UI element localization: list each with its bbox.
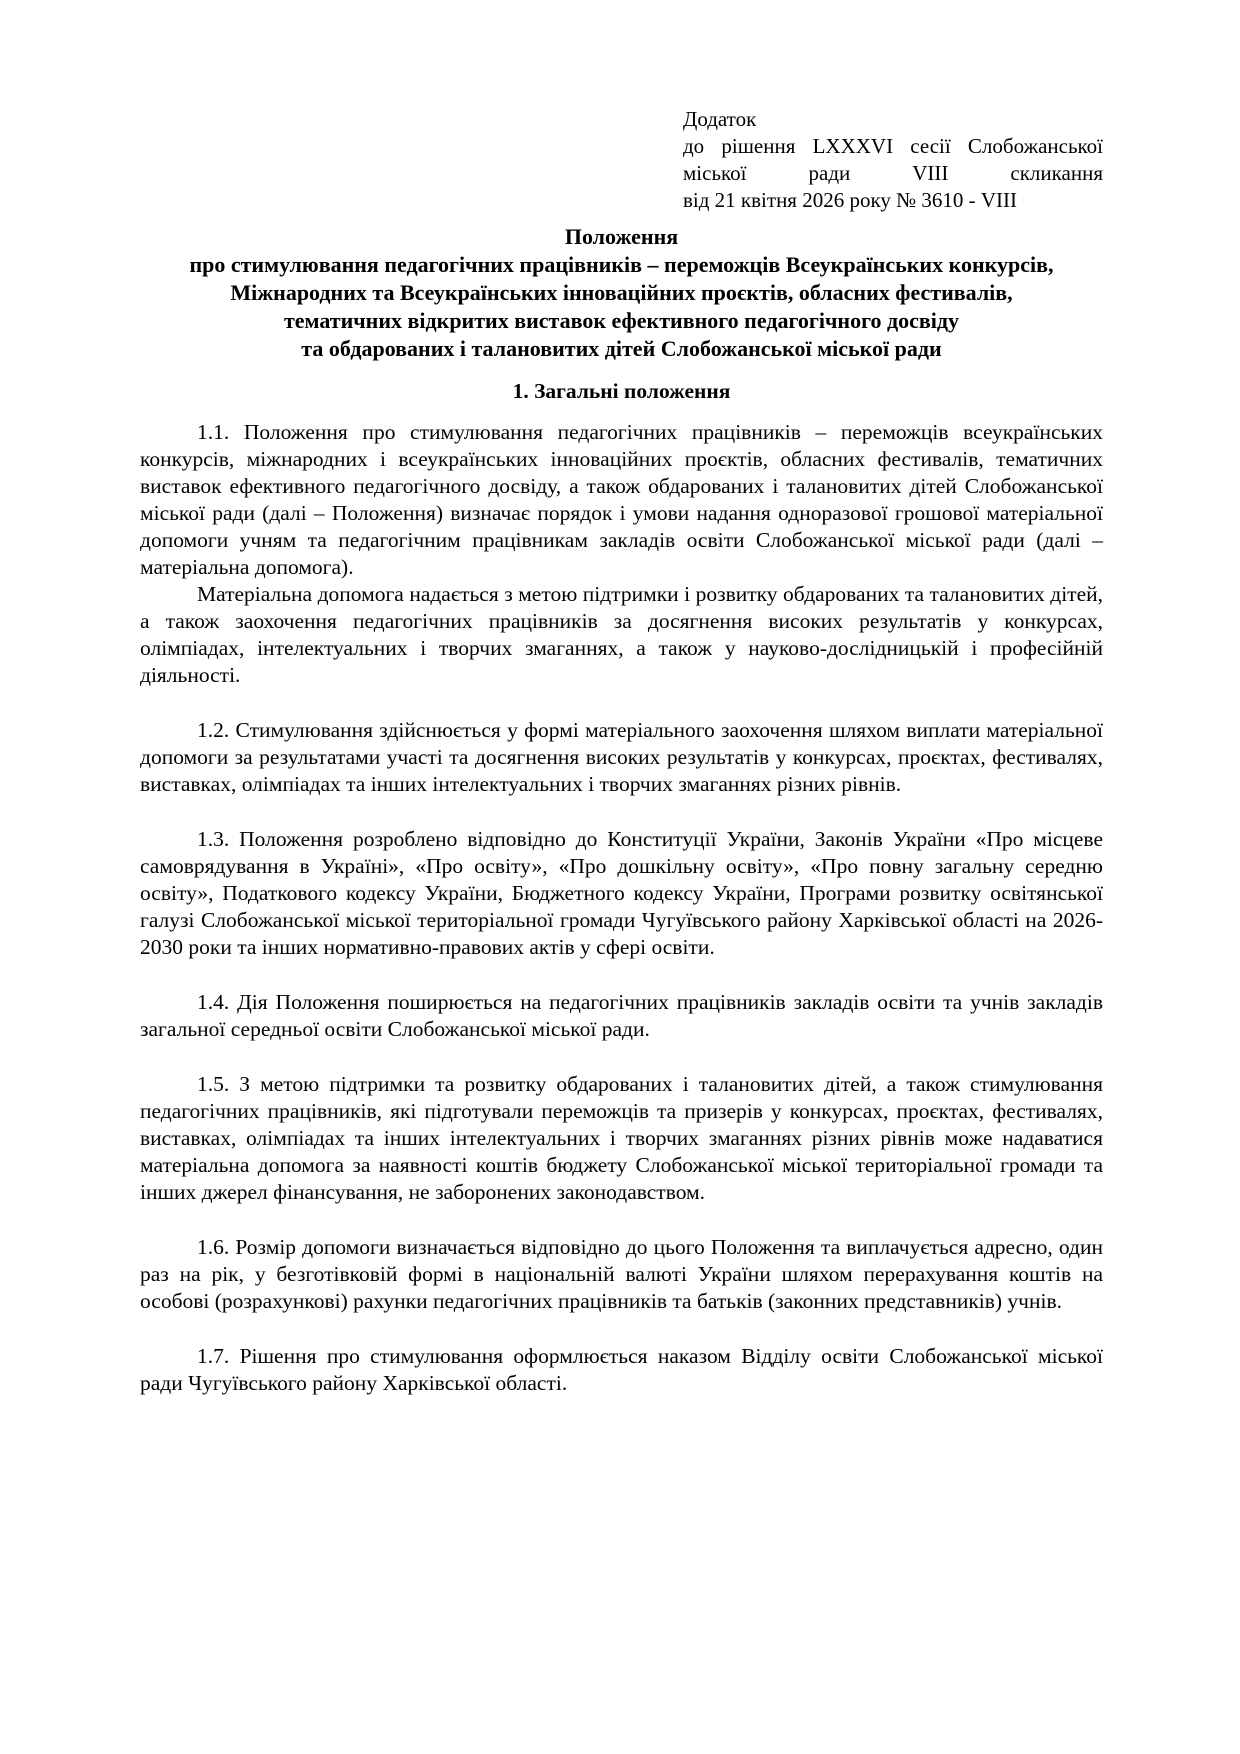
title-line-4: тематичних відкритих виставок ефективного педагогічного досвіду xyxy=(283,308,960,333)
title-line-5: та обдарованих і талановитих дітей Слобожанської міської ради xyxy=(301,336,942,361)
title-line-3: Міжнародних та Всеукраїнських інноваційних проєктів, обласних фестивалів, xyxy=(230,280,1013,305)
paragraph-1-3: 1.3. Положення розроблено відповідно до Конституції України, Законів України «Про місцеве самоврядування в Україні», «Про освіту», «Про дошкільну освіту», «Про повну загальну середню освіту», Податкового кодексу України, Бюджетного кодексу України, Програми розвитку освітянської галузі Слобожанської міської територіальної громади Чугуївського району Харківської області на 2026-2030 роки та інших нормативно-правових актів у сфері освіти. xyxy=(140,827,1103,959)
paragraph-1-5: 1.5. З метою підтримки та розвитку обдарованих і талановитих дітей, а також стимулювання педагогічних працівників, які підготували переможців та призерів у конкурсах, проєктах, фестивалях, виставках, олімпіадах та інших інтелектуальних і творчих змаганнях різних рівнів може надаватися матеріальна допомога за наявності коштів бюджету Слобожанської міської територіальної громади та інших джерел фінансування, не заборонених законодавством. xyxy=(140,1072,1103,1204)
annex-line-2: до рішення LXXXVI сесії Слобожанської xyxy=(683,134,1103,158)
paragraph-1-1-continued: Матеріальна допомога надається з метою підтримки і розвитку обдарованих та талановитих дітей, а також заохочення педагогічних працівників за досягнення високих результатів у конкурсах, олімпіадах, інтелектуальних і творчих змаганнях, а також у науково-дослідницькій і професійній діяльності. xyxy=(140,582,1103,687)
annex-line-4: від 21 квітня 2026 року № 3610 - VIII xyxy=(683,188,1018,212)
paragraph-1-2: 1.2. Стимулювання здійснюється у формі матеріального заохочення шляхом виплати матеріальної допомоги за результатами участі та досягнення високих результатів у конкурсах, проєктах, фестивалях, виставках, олімпіадах та інших інтелектуальних і творчих змаганнях різних рівнів. xyxy=(140,718,1103,796)
annex-line-3: міської ради VIII скликання xyxy=(683,161,1103,185)
annex-reference xyxy=(683,106,1103,214)
paragraph-1-6: 1.6. Розмір допомоги визначається відповідно до цього Положення та виплачується адресно, один раз на рік, у безготівковій формі в національній валюті України шляхом перерахування коштів на особові (розрахункові) рахунки педагогічних працівників та батьків (законних представників) учнів. xyxy=(140,1235,1103,1313)
section-heading: 1. Загальні положення xyxy=(512,379,731,403)
paragraph-1-4: 1.4. Дія Положення поширюється на педагогічних працівників закладів освіти та учнів закладів загальної середньої освіти Слобожанської міської ради. xyxy=(140,990,1103,1041)
paragraph-1-1: 1.1. Положення про стимулювання педагогічних працівників – переможців всеукраїнських конкурсів, міжнародних і всеукраїнських інноваційних проєктів, обласних фестивалів, тематичних виставок ефективного педагогічного досвіду, а також обдарованих і талановитих дітей Слобожанської міської ради (далі – Положення) визначає порядок і умови надання одноразової грошової матеріальної допомоги учням та педагогічним працівникам закладів освіти Слобожанської міської ради (далі – матеріальна допомога). xyxy=(140,420,1103,579)
document-title xyxy=(140,223,1103,363)
annex-line-1: Додаток xyxy=(683,107,757,131)
title-line-2: про стимулювання педагогічних працівників – переможців Всеукраїнських конкурсів, xyxy=(189,252,1054,277)
paragraph-1-7: 1.7. Рішення про стимулювання оформлюється наказом Відділу освіти Слобожанської міської ради Чугуївського району Харківської області. xyxy=(140,1344,1103,1395)
document-body xyxy=(140,419,1103,1397)
title-line-1: Положення xyxy=(564,224,679,249)
